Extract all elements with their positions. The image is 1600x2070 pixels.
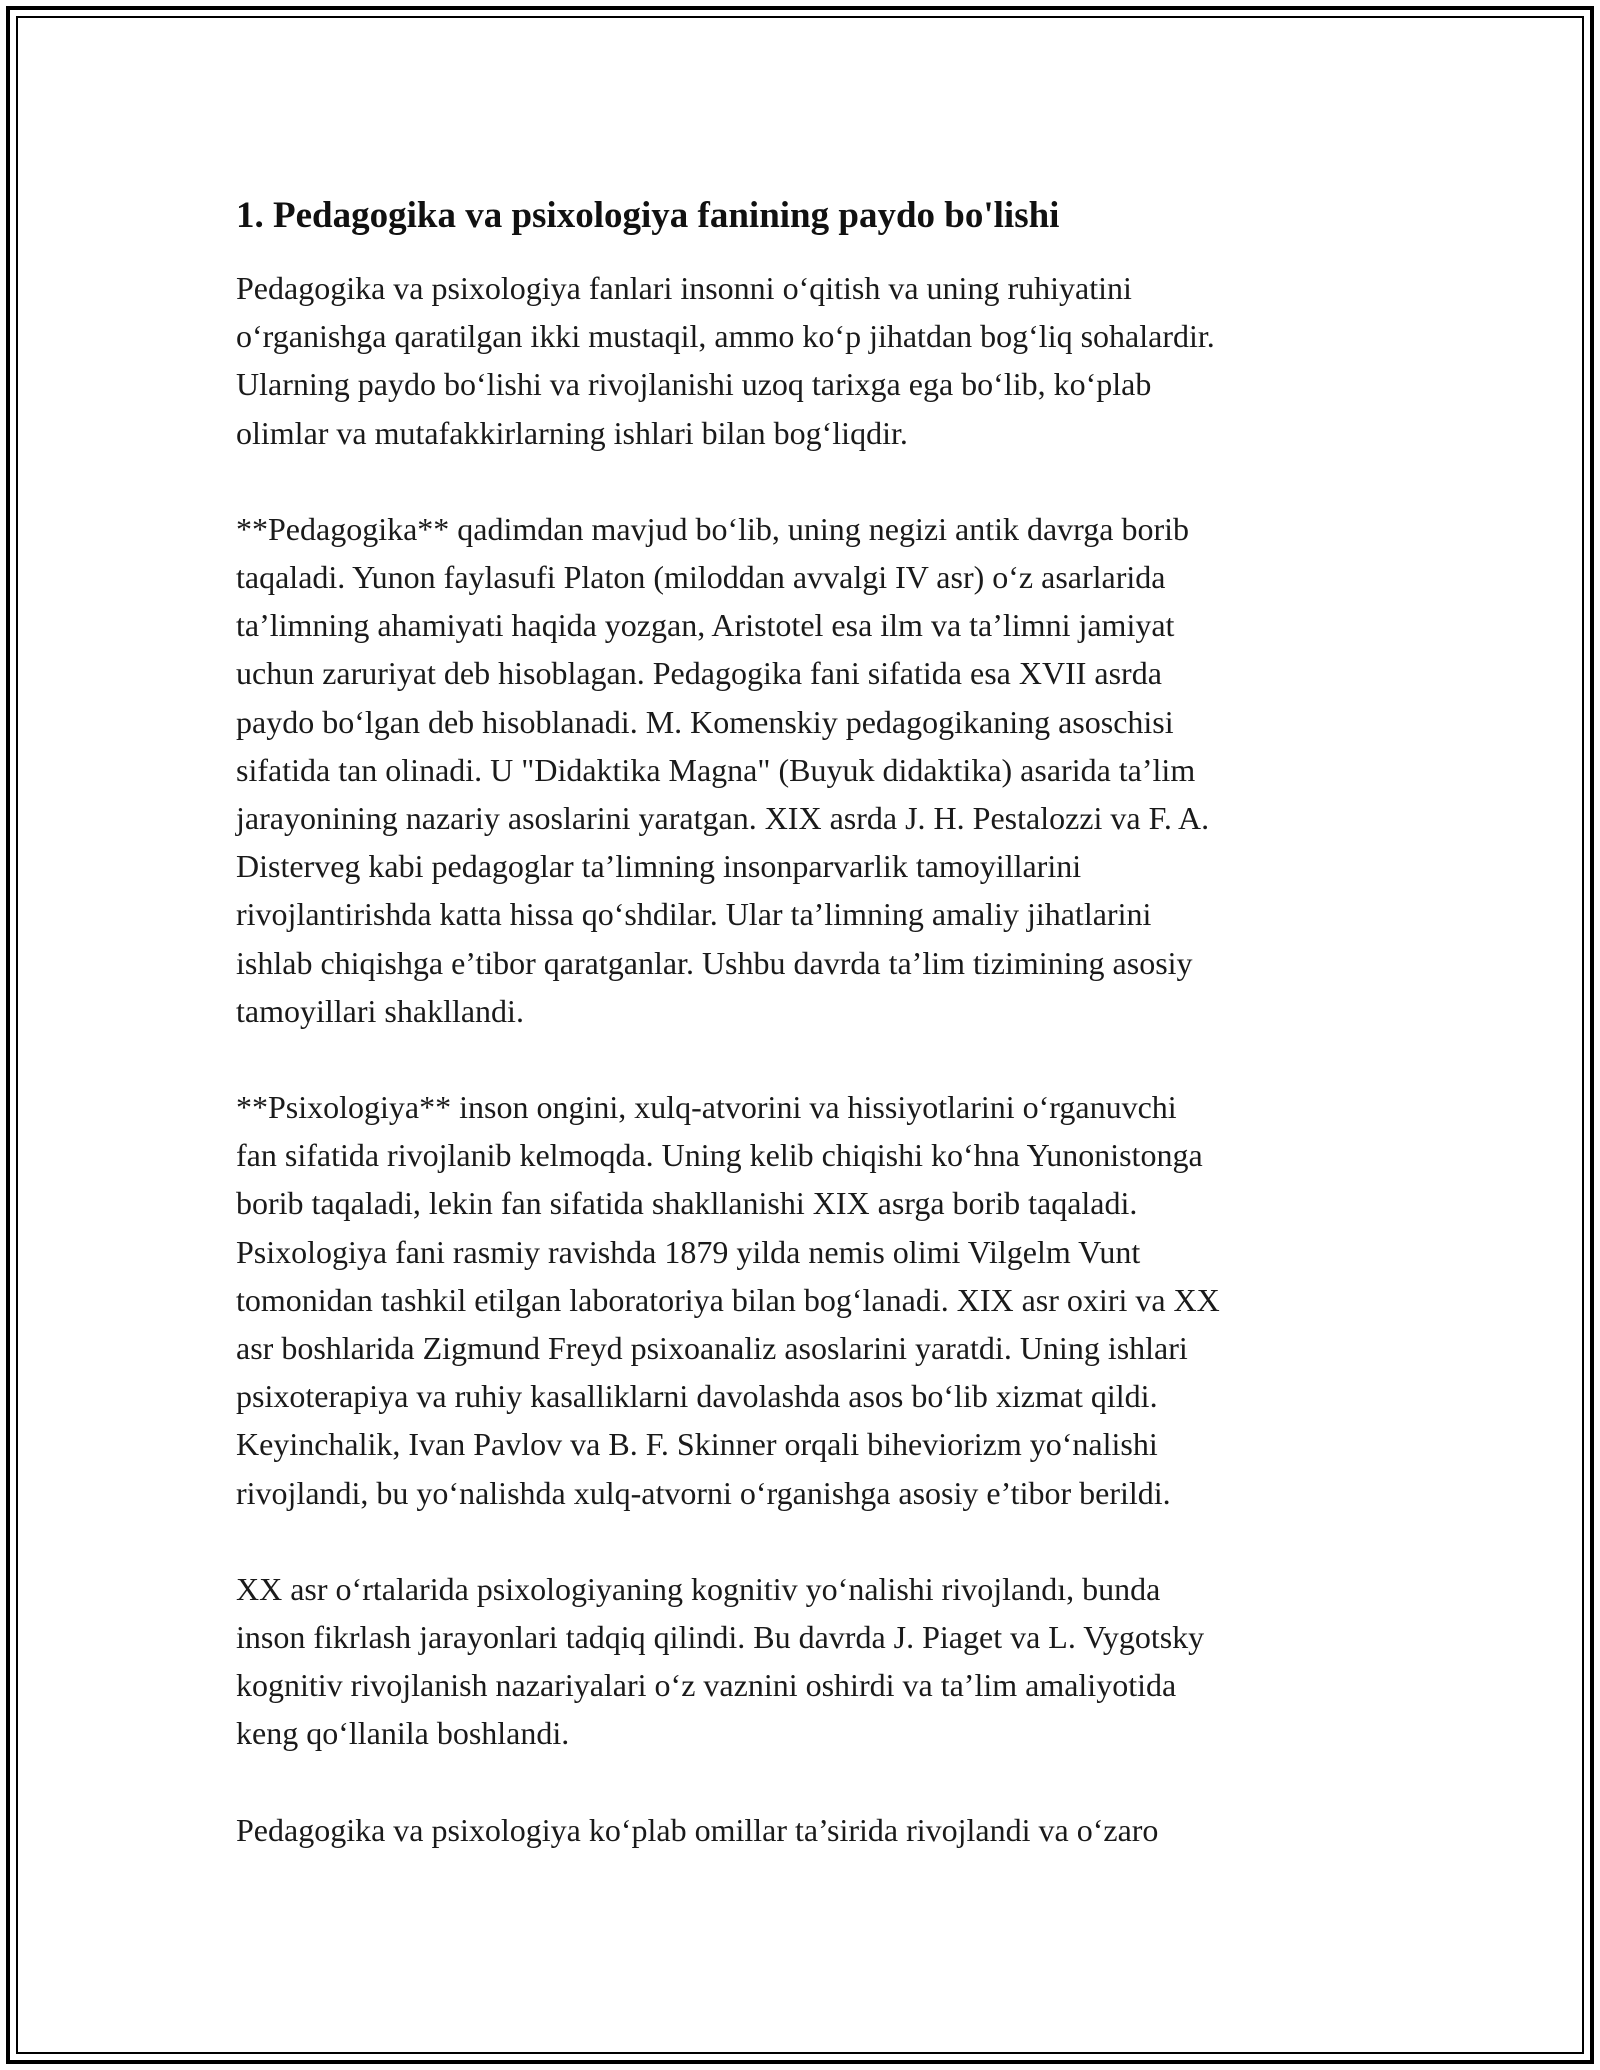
paragraph-intro: Pedagogika va psixologiya fanlari insonni o‘qitish va uning ruhiyatini o‘rganishga qaratilgan ikki mustaqil, ammo ko‘p jihatdan bog‘liq sohalardir. Ularning paydo bo‘lishi va rivojlanishi uzoq tarixga ega bo‘lib, ko‘plab olimlar va mutafakkirlarning ishlari bilan bog‘liqdir. [236,270,1215,451]
section-heading: 1. Pedagogika va psixologiya fanining paydo bo'lishi [236,195,1060,236]
paragraph-kognitiv: XX asr o‘rtalarida psixologiyaning kognitiv yo‘nalishi rivojlandı, bunda inson fikrlash jarayonlari tadqiq qilindi. Bu davrda J. Piaget va L. Vygotsky kognitiv rivojlanish nazariyalari o‘z vaznini oshirdi va ta’lim amaliyotida keng qo‘llanila boshlandi. [236,1570,1205,1752]
document-body [236,188,1366,1902]
paragraph-psixologiya: **Psixologiya** inson ongini, xulq-atvorini va hissiyotlarini o‘rganuvchi fan sifatida rivojlanib kelmoqda. Uning kelib chiqishi ko‘hna Yunonistonga borib taqaladi, lekin fan sifatida shakllanishi XIX asrga borib taqaladi. Psixologiya fani rasmiy ravishda 1879 yilda nemis olimi Vilgelm Vunt tomonidan tashkil etilgan laboratoriya bilan bog‘lanadi. XIX asr oxiri va XX asr boshlarida Zigmund Freyd psixoanaliz asoslarini yaratdi. Uning ishlari psixoterapiya va ruhiy kasalliklarni davolashda asos bo‘lib xizmat qildi. Keyinchalik, Ivan Pavlov va B. F. Skinner orqali biheviorizm yo‘nalishi rivojlandi, bu yo‘nalishda xulq-atvorni o‘rganishga asosiy e’tibor berildi. [236,1089,1220,1511]
paragraph-pedagogika: **Pedagogika** qadimdan mavjud bo‘lib, uning negizi antik davrga borib taqaladi. Yunon faylasufi Platon (miloddan avvalgi IV asr) o‘z asarlarida ta’limning ahamiyati haqida yozgan, Aristotel esa ilm va ta’limni jamiyat uchun zaruriyat deb hisoblagan. Pedagogika fani sifatida esa XVII asrda paydo bo‘lgan deb hisoblanadi. M. Komenskiy pedagogikaning asoschisi sifatida tan olinadi. U "Didaktika Magna" (Buyuk didaktika) asarida ta’lim jarayonining nazariy asoslarini yaratgan. XIX asrda J. H. Pestalozzi va F. A. Disterveg kabi pedagoglar ta’limning insonparvarlik tamoyillarini rivojlantirishda katta hissa qo‘shdilar. Ular ta’limning amaliy jihatlarini ishlab chiqishga e’tibor qaratganlar. Ushbu davrda ta’lim tizimining asosiy tamoyillari shakllandi. [236,510,1210,1029]
paragraph-conclusion: Pedagogika va psixologiya ko‘plab omillar ta’sirida rivojlandi va o‘zaro [236,1811,1159,1848]
